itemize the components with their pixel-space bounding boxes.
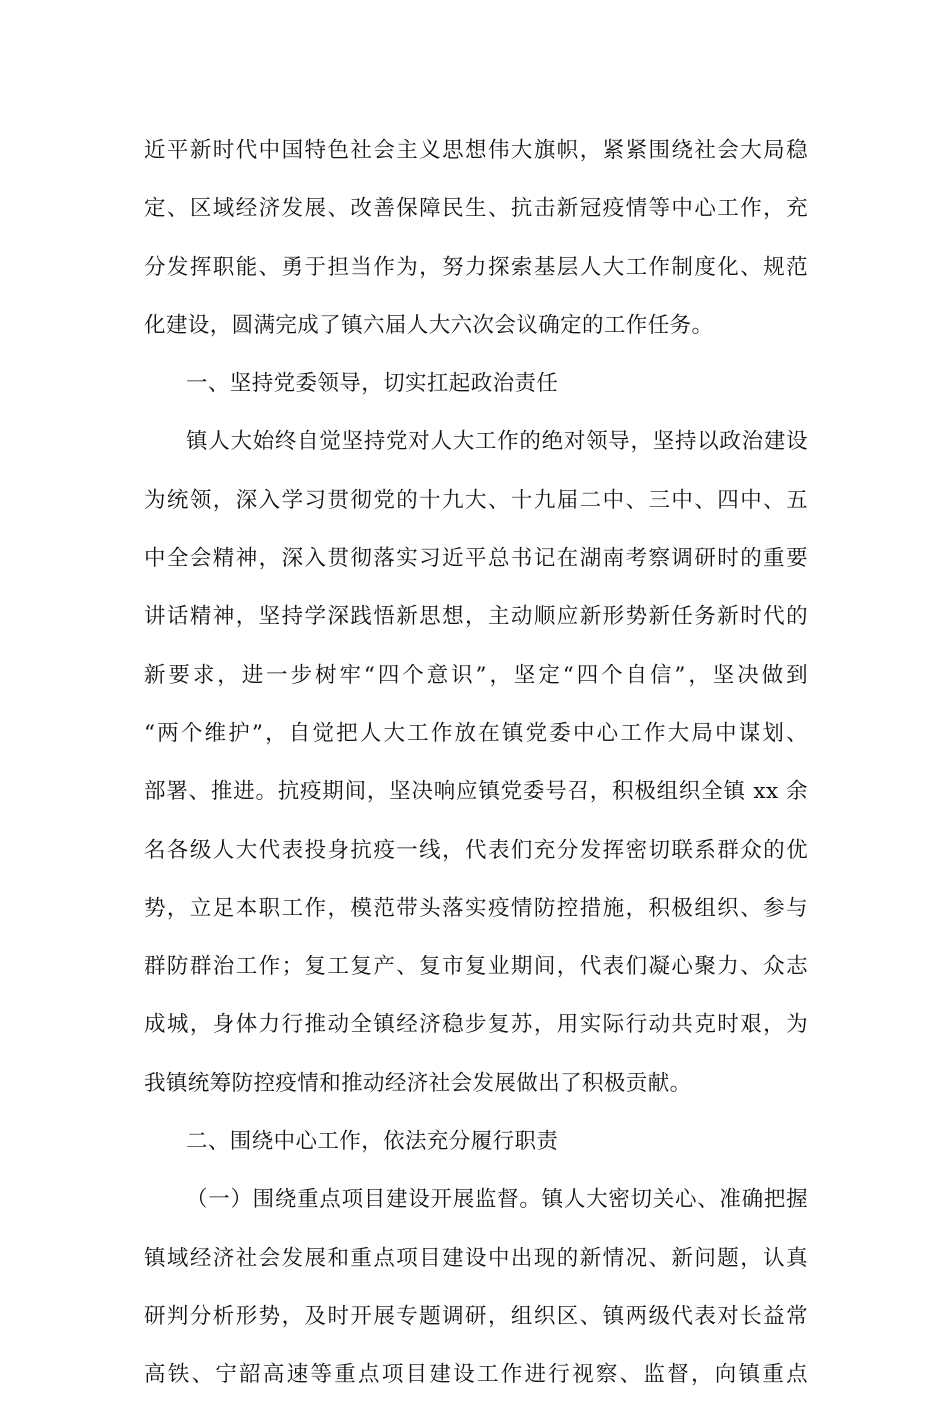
section-heading-2: 二、围绕中心工作，依法充分履行职责 [186, 1129, 559, 1155]
paragraph-line: （一）围绕重点项目建设开展监督。镇人大密切关心、准确把握 [186, 1187, 808, 1213]
paragraph-line: “两个维护”，自觉把人大工作放在镇党委中心工作大局中谋划、 [144, 720, 808, 746]
paragraph-line: 为统领，深入学习贯彻党的十九大、十九届二中、三中、四中、五 [144, 487, 808, 513]
paragraph-line: 高铁、宁韶高速等重点项目建设工作进行视察、监督，向镇重点 [144, 1362, 808, 1388]
paragraph-line: 镇域经济社会发展和重点项目建设中出现的新情况、新问题，认真 [144, 1245, 808, 1271]
paragraph-line: 群防群治工作；复工复产、复市复业期间，代表们凝心聚力、众志 [144, 954, 808, 980]
paragraph-line: 化建设，圆满完成了镇六届人大六次会议确定的工作任务。 [144, 312, 714, 338]
paragraph-line: 定、区域经济发展、改善保障民生、抗击新冠疫情等中心工作，充 [144, 196, 808, 222]
paragraph-line: 镇人大始终自觉坚持党对人大工作的绝对领导，坚持以政治建设 [186, 429, 808, 455]
paragraph-line: 新要求，进一步树牢“四个意识”，坚定“四个自信”，坚决做到 [144, 662, 808, 688]
document-body [144, 122, 808, 1405]
paragraph-line: 势，立足本职工作，模范带头落实疫情防控措施，积极组织、参与 [144, 895, 808, 921]
paragraph-line: 部署、推进。抗疫期间，坚决响应镇党委号召，积极组织全镇 xx 余 [144, 779, 808, 805]
paragraph-line: 分发挥职能、勇于担当作为，努力探索基层人大工作制度化、规范 [144, 254, 808, 280]
paragraph-line: 名各级人大代表投身抗疫一线，代表们充分发挥密切联系群众的优 [144, 837, 808, 863]
paragraph-line: 近平新时代中国特色社会主义思想伟大旗帜，紧紧围绕社会大局稳 [144, 138, 808, 163]
paragraph-line: 讲话精神，坚持学深践悟新思想，主动顺应新形势新任务新时代的 [144, 604, 808, 630]
paragraph-line: 成城，身体力行推动全镇经济稳步复苏，用实际行动共克时艰，为 [144, 1012, 808, 1038]
paragraph-line: 研判分析形势，及时开展专题调研，组织区、镇两级代表对长益常 [144, 1303, 808, 1329]
paragraph-line: 我镇统筹防控疫情和推动经济社会发展做出了积极贡献。 [144, 1070, 692, 1096]
paragraph-line: 中全会精神，深入贯彻落实习近平总书记在湖南考察调研时的重要 [144, 546, 808, 572]
section-heading-1: 一、坚持党委领导，切实扛起政治责任 [186, 371, 559, 397]
